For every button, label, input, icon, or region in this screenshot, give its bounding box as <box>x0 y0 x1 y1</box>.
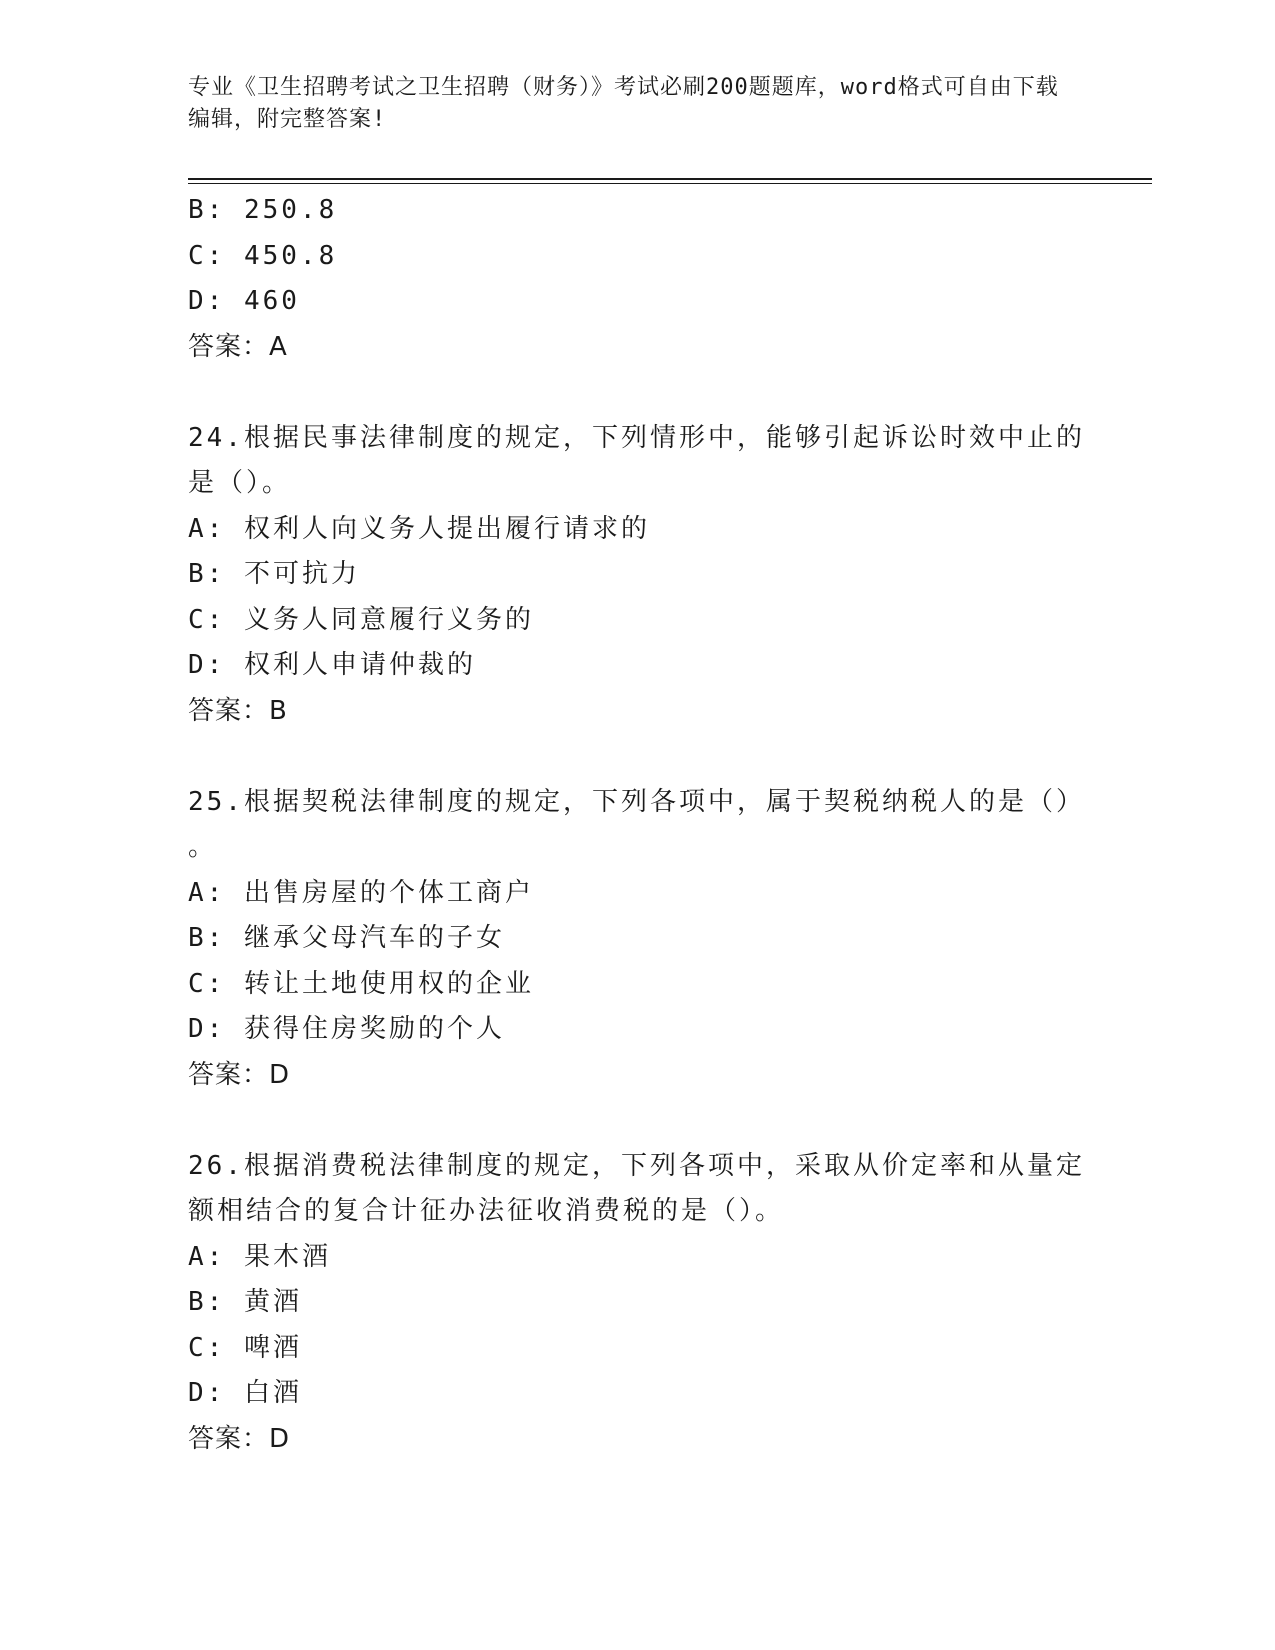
option-d: D: 获得住房奖励的个人 <box>188 1014 505 1044</box>
page-header: 专业《卫生招聘考试之卫生招聘（财务）》考试必刷200题题库，word格式可自由下载编辑，附完整答案! <box>188 75 1059 132</box>
option-c: C: 义务人同意履行义务的 <box>188 604 534 635</box>
question-26 <box>188 1144 1088 1463</box>
previous-question-tail <box>188 188 1088 370</box>
option-d: D: 权利人申请仲裁的 <box>188 650 476 680</box>
option-b: B: 黄酒 <box>188 1287 302 1317</box>
option-a: A: 权利人向义务人提出履行请求的 <box>188 513 650 544</box>
answer-line: 答案：D <box>188 1059 291 1090</box>
question-stem-line: 额相结合的复合计征办法征收消费税的是（）。 <box>188 1196 785 1226</box>
option-c: C: 啤酒 <box>188 1332 302 1363</box>
header-divider <box>188 178 1152 184</box>
option-c: C: 转让土地使用权的企业 <box>188 968 534 999</box>
option-a: A: 果木酒 <box>188 1241 331 1272</box>
answer-line: 答案：A <box>188 331 288 362</box>
option-a: A: 出售房屋的个体工商户 <box>188 877 534 908</box>
answer-line: 答案：B <box>188 695 288 726</box>
question-24 <box>188 416 1088 735</box>
option-d: D: 460 <box>188 286 300 316</box>
question-stem-line: 。 <box>188 832 218 862</box>
question-stem-line: 26.根据消费税法律制度的规定，下列各项中，采取从价定率和从量定 <box>188 1150 1085 1181</box>
answer-line: 答案：D <box>188 1423 291 1454</box>
option-b: B: 不可抗力 <box>188 559 360 589</box>
document-body <box>188 188 1088 1462</box>
option-d: D: 白酒 <box>188 1378 302 1408</box>
option-b: B: 继承父母汽车的子女 <box>188 923 505 953</box>
question-25 <box>188 780 1088 1099</box>
spacer <box>188 370 1088 416</box>
question-stem-line: 是（）。 <box>188 468 292 498</box>
spacer <box>188 734 1088 780</box>
question-stem-line: 25.根据契税法律制度的规定，下列各项中，属于契税纳税人的是（） <box>188 786 1085 817</box>
spacer <box>188 1098 1088 1144</box>
option-c: C: 450.8 <box>188 240 338 271</box>
option-b: B: 250.8 <box>188 195 338 225</box>
question-stem-line: 24.根据民事法律制度的规定，下列情形中，能够引起诉讼时效中止的 <box>188 422 1085 453</box>
